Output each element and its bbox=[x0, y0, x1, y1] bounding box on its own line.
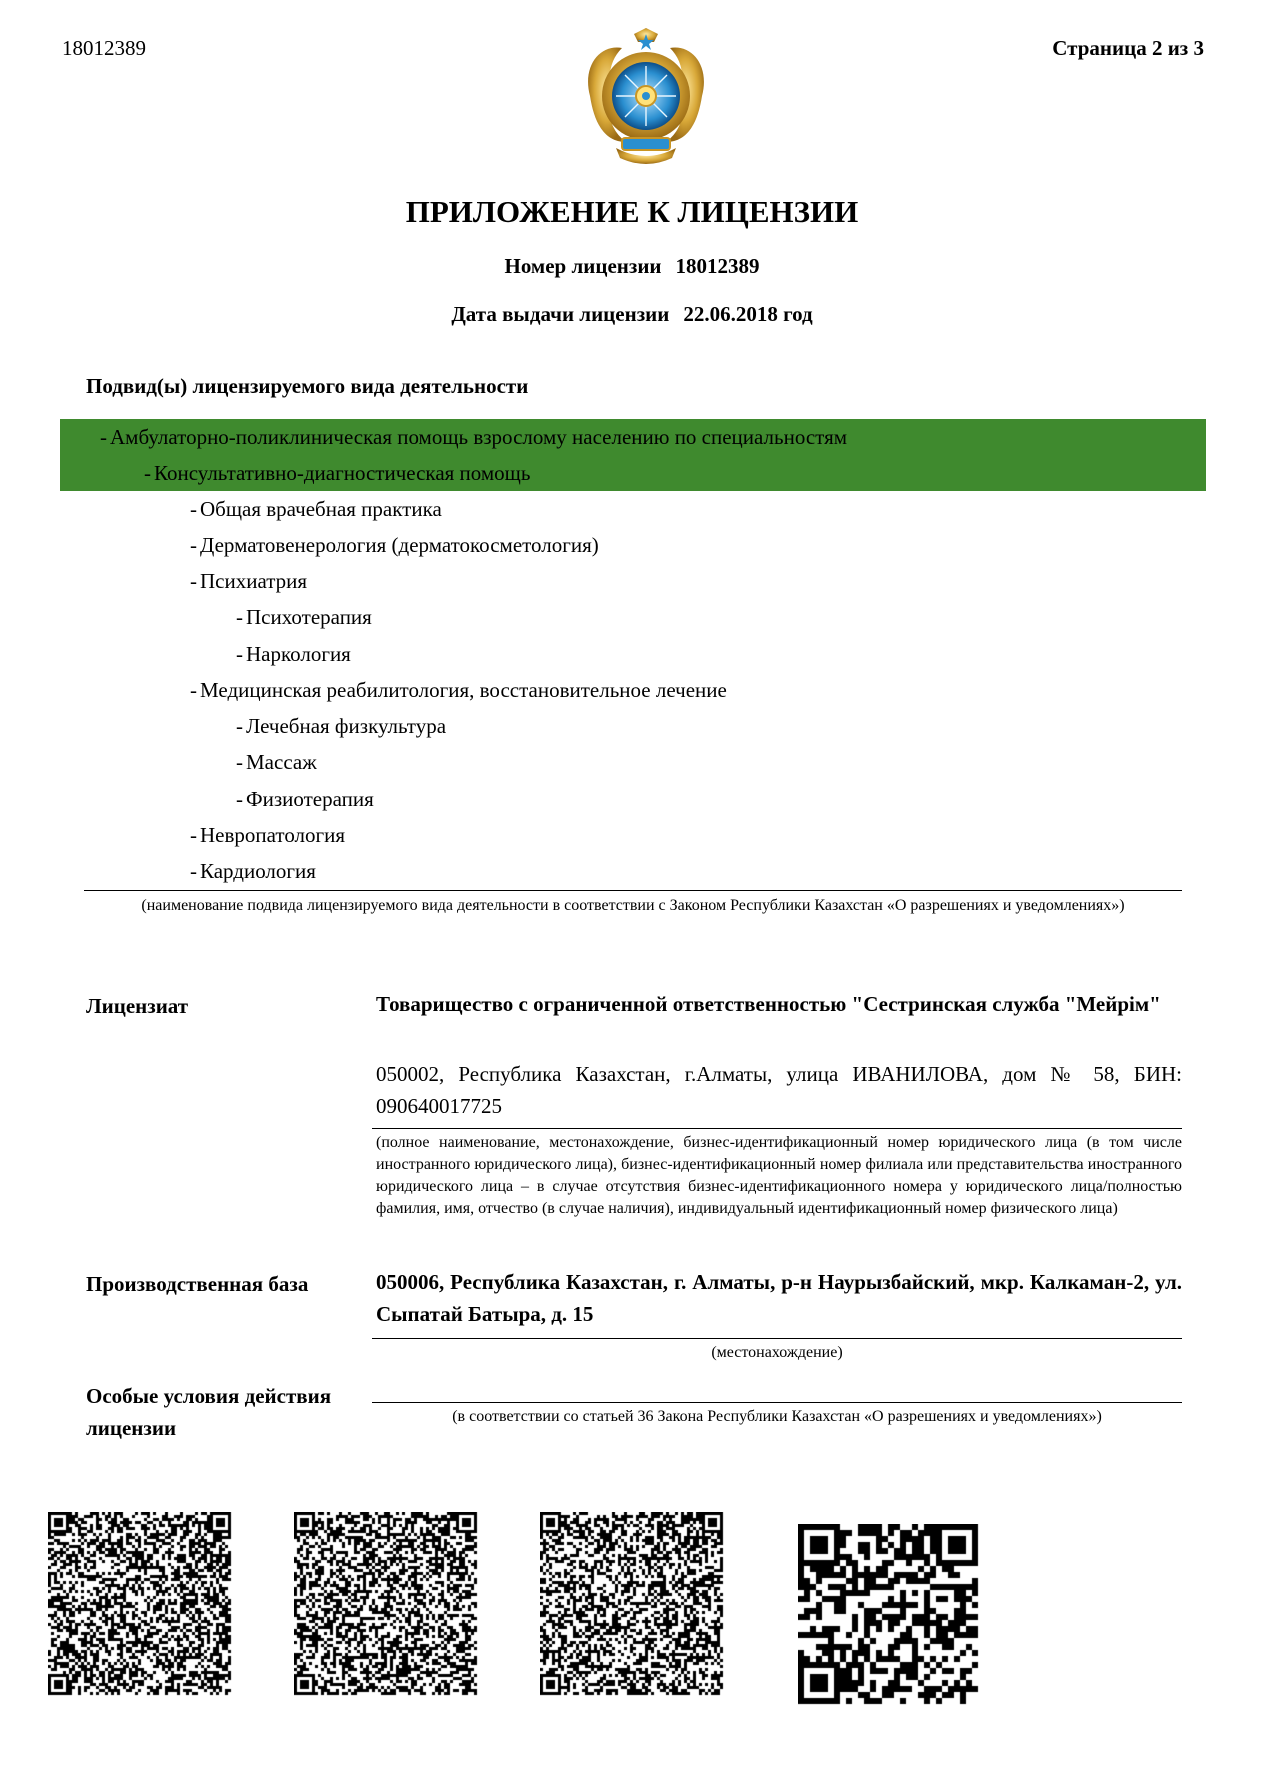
license-number-row bbox=[0, 254, 1264, 279]
document-number: 18012389 bbox=[62, 36, 146, 60]
licensee-note: (полное наименование, местонахождение, бизнес-идентификационный номер юридического лица (в том числе иностранного юридического лица), бизнес-идентификационный номер филиала или представительства иностранного юридического лица – в случае отсутствия бизнес-идентификационного номера у юридического лица/полностью фамилия, имя, отчество (в случае наличия), индивидуальный идентификационный номер физического лица) bbox=[376, 1134, 1182, 1217]
license-number-label: Номер лицензии bbox=[504, 254, 662, 278]
activity-item-label: Амбулаторно-поликлиническая помощь взрослому населению по специальностям bbox=[110, 425, 848, 449]
activity-item-label: Консультативно-диагностическая помощь bbox=[154, 461, 531, 485]
licensee-address: 050002, Республика Казахстан, г.Алматы, улица ИВАНИЛОВА, дом № 58, БИН: 090640017725 bbox=[376, 1062, 1182, 1118]
qr-code-icon bbox=[294, 1512, 478, 1696]
activity-item: - Психиатрия bbox=[190, 569, 308, 593]
subtypes-note: (наименование подвида лицензируемого вида деятельности в соответствии с Законом Республики Казахстан «О разрешениях и уведомлениях») bbox=[141, 897, 1125, 914]
activity-item: - Дерматовенерология (дерматокосметология) bbox=[190, 533, 599, 557]
qr-code-icon bbox=[798, 1524, 982, 1708]
activity-item: - Невропатология bbox=[190, 823, 346, 847]
activity-item-label: Кардиология bbox=[200, 859, 316, 883]
page-title: ПРИЛОЖЕНИЕ К ЛИЦЕНЗИИ bbox=[405, 194, 859, 229]
special-conditions-label: Особые условия действия лицензии bbox=[86, 1384, 332, 1440]
licensee-name: Товарищество с ограниченной ответственностью "Сестринская служба "Мейрім" bbox=[376, 992, 1161, 1016]
activity-item-label: Физиотерапия bbox=[246, 787, 374, 811]
license-date-row bbox=[0, 302, 1264, 327]
activity-item: - Массаж bbox=[236, 750, 317, 774]
activity-item: - Наркология bbox=[236, 642, 351, 666]
activity-item: - Кардиология bbox=[190, 859, 316, 883]
kazakhstan-state-emblem-icon bbox=[576, 26, 716, 166]
activity-item-label: Лечебная физкультура bbox=[246, 714, 447, 738]
license-number-value: 18012389 bbox=[675, 254, 760, 278]
activity-item: - Медицинская реабилитология, восстановительное лечение bbox=[190, 678, 727, 702]
activity-item: - Психотерапия bbox=[236, 605, 372, 629]
production-base-value: 050006, Республика Казахстан, г. Алматы, р-н Наурызбайский, мкр. Калкаман-2, ул. Сыпатай Батыра, д. 15 bbox=[376, 1270, 1182, 1326]
activity-item-label: Психотерапия bbox=[246, 605, 372, 629]
production-base-note: (местонахождение) bbox=[711, 1344, 843, 1361]
divider bbox=[84, 890, 1182, 891]
special-conditions-note: (в соответствии со статьей 36 Закона Республики Казахстан «О разрешениях и уведомлениях») bbox=[452, 1408, 1102, 1425]
qr-code-icon bbox=[48, 1512, 232, 1696]
activity-item-label: Психиатрия bbox=[200, 569, 308, 593]
licensee-label: Лицензиат bbox=[86, 994, 189, 1018]
divider bbox=[372, 1402, 1182, 1403]
activity-item-label: Медицинская реабилитология, восстановительное лечение bbox=[200, 678, 727, 702]
activity-item: - Лечебная физкультура bbox=[236, 714, 447, 738]
divider bbox=[372, 1128, 1182, 1129]
activity-item-label: Дерматовенерология (дерматокосметология) bbox=[200, 533, 599, 557]
activity-item-label: Наркология bbox=[246, 642, 351, 666]
qr-code-icon bbox=[540, 1512, 724, 1696]
license-date-label: Дата выдачи лицензии bbox=[451, 302, 670, 326]
activity-item-label: Невропатология bbox=[200, 823, 346, 847]
activity-item-label: Общая врачебная практика bbox=[200, 497, 442, 521]
page-indicator: Страница 2 из 3 bbox=[1052, 36, 1204, 60]
activity-item: - Консультативно-диагностическая помощь bbox=[60, 455, 1206, 491]
activity-item: - Физиотерапия bbox=[236, 787, 374, 811]
subtypes-heading: Подвид(ы) лицензируемого вида деятельности bbox=[86, 374, 529, 398]
production-base-label: Производственная база bbox=[86, 1272, 309, 1296]
activity-item-label: Массаж bbox=[246, 750, 317, 774]
activity-item: - Амбулаторно-поликлиническая помощь взрослому населению по специальностям bbox=[60, 419, 1206, 455]
activity-item: - Общая врачебная практика bbox=[190, 497, 442, 521]
divider bbox=[372, 1338, 1182, 1339]
license-date-value: 22.06.2018 год bbox=[683, 302, 813, 326]
